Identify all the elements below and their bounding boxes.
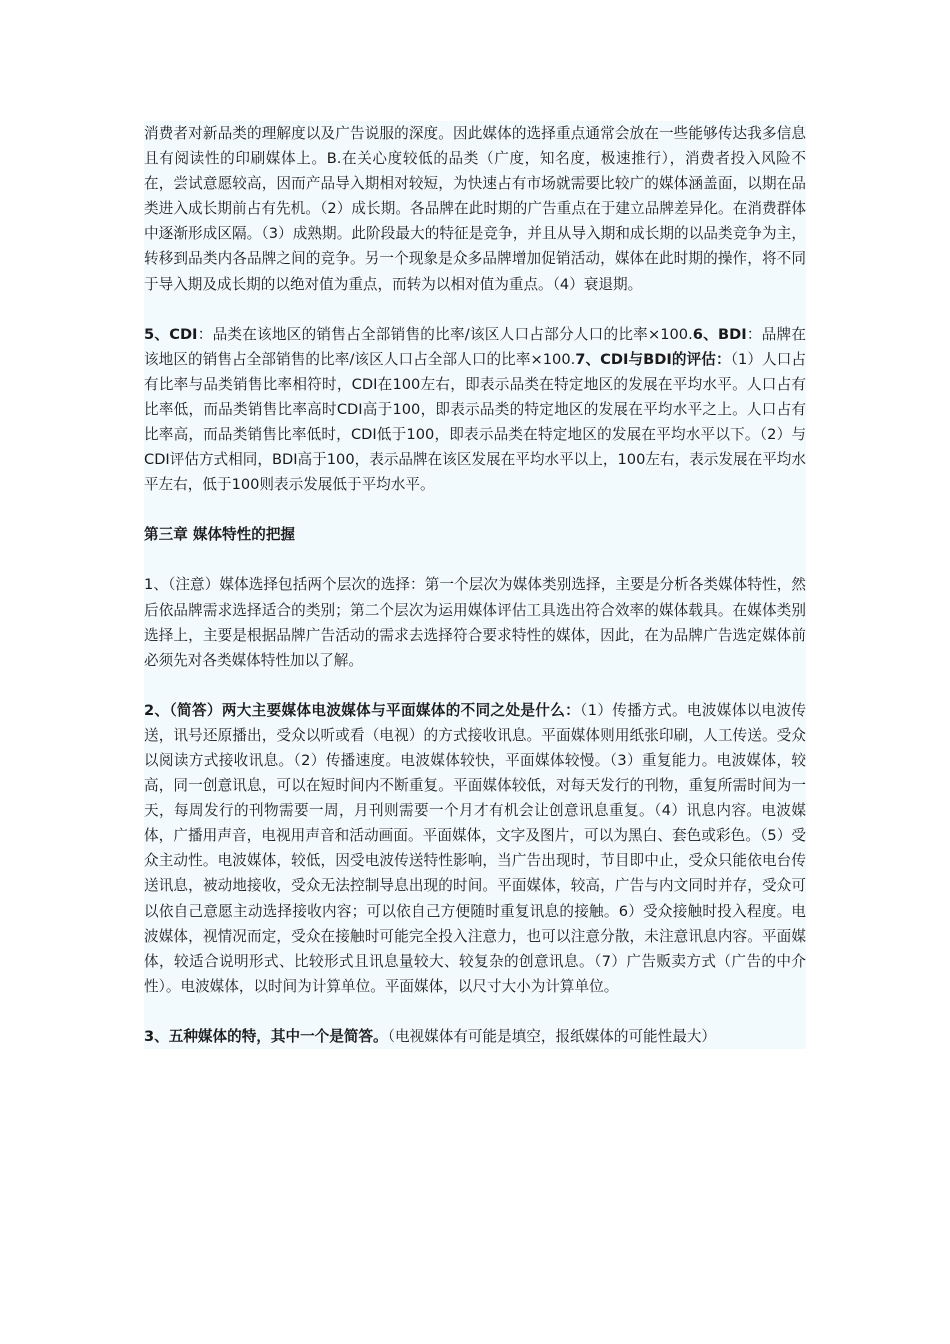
paragraph-lifecycle: 消费者对新品类的理解度以及广告说服的深度。因此媒体的选择重点通常会放在一些能够传达我多信息且有阅读性的印刷媒体上。B.在关心度较低的品类（广度，知名度，极速推行），消费者投入风险不在，尝试意愿较高，因而产品导入期相对较短，为快速占有市场就需要比较广的媒体涵盖面，以期在品类进入成长期前占有先机。（2）成长期。各品牌在此时期的广告重点在于建立品牌差异化。在消费群体中逐渐形成区隔。（3）成熟期。此阶段最大的特征是竞争，并且从导入期和成长期的以品类竞争为主，转移到品类内各品牌之间的竞争。另一个现象是众多品牌增加促销活动，媒体在此时期的操作，将不同于导入期及成长期的以绝对值为重点，而转为以相对值为重点。（4）衰退期。 bbox=[144, 125, 806, 293]
five-media-lead: 3、五种媒体的特，其中一个是简答。 bbox=[144, 1027, 388, 1045]
cdi-bdi-evaluation-lead: 7、CDI与BDI的评估： bbox=[575, 350, 731, 368]
paragraph-spacer bbox=[144, 297, 806, 322]
bdi-definition-text: ：品牌在该地区的销售占全部销售的比率/该区人口占全部人口的比率×100. bbox=[144, 325, 806, 368]
paragraph-spacer bbox=[144, 999, 806, 1024]
paragraph-cdi-bdi bbox=[144, 322, 806, 498]
paragraph-spacer bbox=[144, 673, 806, 698]
cdi-bdi-evaluation-text: （1）人口占有比率与品类销售比率相符时，CDI在100左右，即表示品类在特定地区的发展在平均水平。人口占有比率低，而品类销售比率高时CDI高于100，即表示品类的特定地区的发展在平均水平之上。人口占有比率高，而品类销售比率低时，CDI低于100，即表示品类在特定地区的发展在平均水平以下。（2）与CDI评估方式相同，BDI高于100，表示品牌在该区发展在平均水平以上，100左右，表示发展在平均水平左右，低于100则表示发展低于平均水平。 bbox=[144, 350, 806, 494]
media-differences-lead: 2、（简答）两大主要媒体电波媒体与平面媒体的不同之处是什么： bbox=[144, 701, 581, 719]
paragraph-five-media bbox=[144, 1024, 806, 1049]
cdi-definition-text: ：品类在该地区的销售占全部销售的比率/该区人口占部分人口的比率×100. bbox=[197, 325, 693, 343]
document-body bbox=[144, 121, 806, 1049]
paragraph-spacer bbox=[144, 497, 806, 522]
media-differences-text: （1）传播方式。电波媒体以电波传送，讯号还原播出，受众以听或看（电视）的方式接收讯息。平面媒体则用纸张印刷，人工传送。受众以阅读方式接收讯息。（2）传播速度。电波媒体较快，平面媒体较慢。（3）重复能力。电波媒体，较高，同一创意讯息，可以在短时间内不断重复。平面媒体较低，对每天发行的刊物，重复所需时间为一天，每周发行的刊物需要一周，月刊则需要一个月才有机会让创意讯息重复。（4）讯息内容。电波媒体，广播用声音，电视用声音和活动画面。平面媒体，文字及图片，可以为黑白、套色或彩色。（5）受众主动性。电波媒体，较低，因受电波传送特性影响，当广告出现时，节目即中止，受众只能依电台传送讯息，被动地接收，受众无法控制导息出现的时间。平面媒体，较高，广告与内文同时并存，受众可以依自己意愿主动选择接收内容；可以依自己方便随时重复讯息的接触。6）受众接触时投入程度。电波媒体，视情况而定，受众在接触时可能完全投入注意力，也可以注意分散，未注意讯息内容。平面媒体，较适合说明形式、比较形式且讯息量较大、较复杂的创意讯息。（7）广告贩卖方式（广告的中介性）。电波媒体，以时间为计算单位。平面媒体，以尺寸大小为计算单位。 bbox=[144, 701, 806, 995]
chapter-heading: 第三章 媒体特性的把握 bbox=[144, 526, 296, 544]
cdi-definition-lead: 5、CDI bbox=[144, 325, 198, 343]
five-media-text: （电视媒体有可能是填空，报纸媒体的可能性最大） bbox=[387, 1027, 717, 1045]
paragraph-media-differences bbox=[144, 698, 806, 999]
paragraph-spacer bbox=[144, 547, 806, 572]
bdi-definition-lead: 6、BDI bbox=[692, 325, 747, 343]
paragraph-media-selection: 1、（注意）媒体选择包括两个层次的选择：第一个层次为媒体类别选择，主要是分析各类媒体特性，然后依品牌需求选择适合的类别；第二个层次为运用媒体评估工具选出符合效率的媒体载具。在媒体类别选择上，主要是根据品牌广告活动的需求去选择符合要求特性的媒体，因此，在为品牌广告选定媒体前必须先对各类媒体特性加以了解。 bbox=[144, 576, 806, 669]
